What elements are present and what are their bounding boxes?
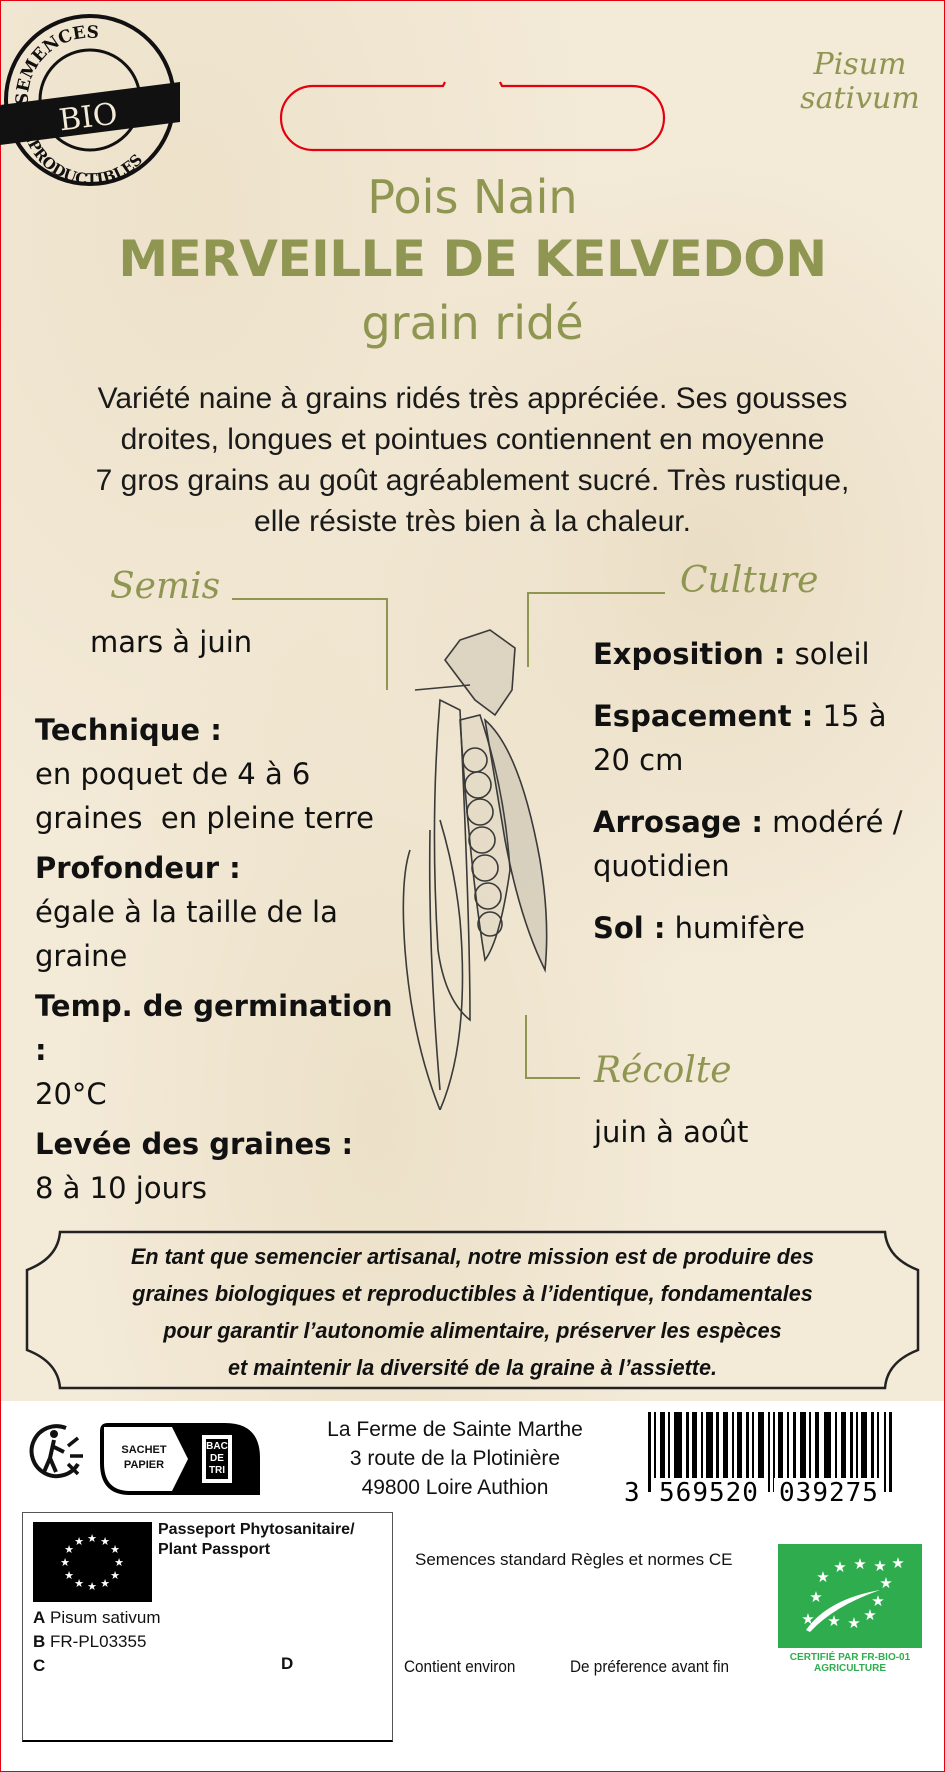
svg-text:★: ★ [827,1612,841,1630]
seed-standards: Semences standard Règles et normes CE [415,1550,733,1569]
organic-certification: CERTIFIÉ PAR FR-BIO-01 AGRICULTURE [789,1652,911,1674]
levee-value: 8 à 10 jours [35,1171,207,1205]
exposition-label: Exposition : [593,637,786,671]
semis-period: mars à juin [90,625,253,659]
passport-field-d: D [281,1654,294,1673]
packaging-line1: SACHET [121,1444,167,1456]
variety-name: MERVEILLE DE KELVEDON [118,230,827,288]
recolte-period: juin à août [594,1115,749,1149]
svg-text:★: ★ [64,1543,74,1556]
barcode-digits-right: 039275 [774,1478,884,1508]
sol-label: Sol : [593,911,666,945]
hang-tab-cutout [275,80,670,150]
passport-field-b: B FR-PL03355 [33,1632,147,1651]
svg-text:★: ★ [100,1535,110,1548]
bin-line2: DE [210,1453,224,1464]
svg-text:★: ★ [74,1535,84,1548]
pea-pod-illustration [400,620,570,1110]
technique-value-2: graines en pleine terre [35,801,374,835]
recolte-divider-h [525,1077,580,1079]
svg-text:★: ★ [863,1606,877,1624]
arrosage-label: Arrosage : [593,805,763,839]
arrosage-value-1: modéré / [762,805,903,839]
passport-fields [33,1606,161,1678]
svg-text:★: ★ [853,1555,867,1573]
bin-line3: TRI [208,1465,226,1476]
variety-description: Variété naine à grains ridés très appréciée. Ses gousses droites, longues et pointues contiennent en moyenne 7 gros grains au goût agréablement sucré. Très rustique, elle résiste très bien à la chaleur. [95,382,850,538]
semis-divider-v [386,598,388,690]
sorting-info-badge [100,1423,260,1495]
svg-text:★: ★ [100,1577,110,1590]
semis-details [35,708,395,1210]
svg-text:★: ★ [74,1577,84,1590]
svg-text:★: ★ [816,1568,830,1586]
producer-address [290,1415,620,1502]
latin-name [790,48,930,116]
svg-text:★: ★ [114,1556,124,1569]
svg-text:★: ★ [801,1610,815,1628]
germination-label: Temp. de germination : [35,989,393,1067]
svg-text:★: ★ [809,1588,823,1606]
culture-divider-v [527,592,529,667]
svg-text:★: ★ [87,1580,97,1593]
svg-text:★: ★ [64,1569,74,1582]
svg-text:★: ★ [110,1543,120,1556]
producer-name: La Ferme de Sainte Marthe [327,1418,583,1441]
svg-text:★: ★ [871,1592,885,1610]
technique-label: Technique : [35,713,222,747]
espacement-label: Espacement : [593,699,814,733]
recolte-divider-v [525,1015,527,1079]
germination-value: 20°C [35,1077,107,1111]
semis-divider-h [232,598,388,600]
recolte-heading: Récolte [594,1050,732,1091]
exposition-value: soleil [785,637,870,671]
best-before-label: De préference avant fin [570,1657,730,1676]
technique-value-1: en poquet de 4 à 6 [35,757,311,791]
eu-flag-icon [33,1522,152,1602]
address-street: 3 route de la Plotinière [349,1447,561,1470]
stamp-bottom-text: REPRODUCTIBLES [17,117,147,189]
stamp-top-text: SEMENCES [12,22,100,106]
profondeur-label: Profondeur : [35,851,241,885]
address-city: 49800 Loire Authion [361,1476,549,1499]
passport-title: Passeport Phytosanitaire/ Plant Passport [158,1521,355,1558]
product-type: Pois Nain [367,170,578,224]
barcode-digit-first: 3 [624,1478,640,1508]
semis-heading: Semis [110,566,221,607]
latin-genus: Pisum [813,47,907,82]
svg-text:★: ★ [873,1557,887,1575]
stamp-band-text: BIO [57,96,120,139]
svg-text:★: ★ [87,1532,97,1545]
svg-text:★: ★ [110,1569,120,1582]
arrosage-value-2: quotidien [593,849,730,883]
profondeur-value-2: graine [35,939,128,973]
ean-barcode [624,1412,908,1510]
variety-subtitle: grain ridé [361,296,584,350]
sol-value: humifère [665,911,805,945]
culture-divider-h [527,592,665,594]
svg-text:★: ★ [891,1554,905,1572]
bio-reproductibles-stamp [0,10,180,190]
levee-label: Levée des graines : [35,1127,354,1161]
espacement-value-1: 15 à [813,699,887,733]
contents-label: Contient environ [404,1657,516,1676]
barcode-digits-left: 569520 [654,1478,764,1508]
culture-heading: Culture [680,560,819,601]
mission-statement: En tant que semencier artisanal, notre mission est de produire des graines biologiques et reproductibles à l’identique, fondamentales pour garantir l’autonomie alimentaire, préserver les espèces et maintenir la diversité de la graine à l’assiette. [131,1244,814,1380]
passport-field-a: A Pisum sativum [33,1608,161,1627]
eu-organic-logo [778,1544,922,1648]
svg-text:★: ★ [847,1614,861,1632]
svg-text:★: ★ [879,1574,893,1592]
latin-species: sativum [800,81,920,116]
svg-text:★: ★ [833,1558,847,1576]
packaging-line2: PAPIER [123,1459,165,1471]
svg-text:★: ★ [60,1556,70,1569]
passport-field-c: C [33,1656,46,1675]
espacement-value-2: 20 cm [593,743,684,777]
triman-icon [28,1420,88,1480]
bin-line1: BAC [206,1441,228,1452]
profondeur-value-1: égale à la taille de la [35,895,338,929]
culture-details [593,632,933,950]
